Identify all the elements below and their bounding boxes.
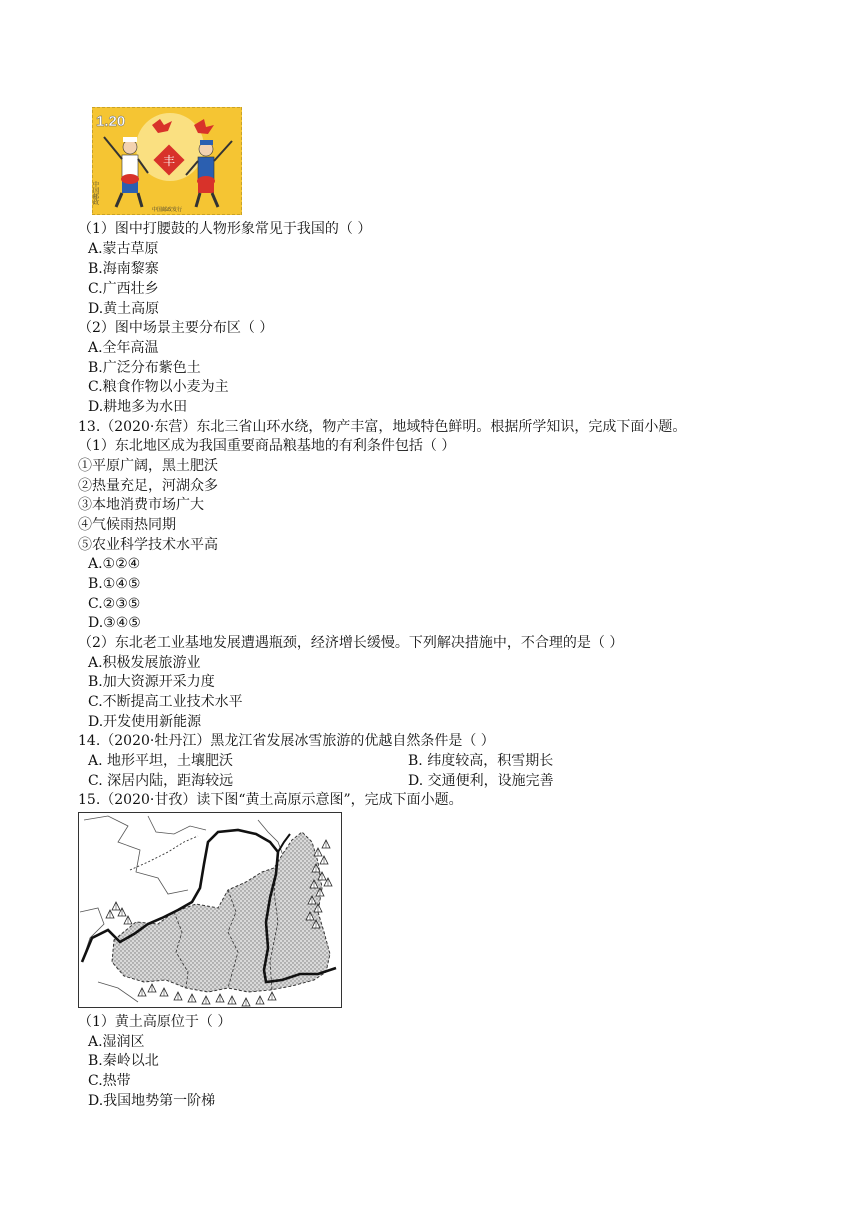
q13-sub1-option-a[interactable]: A.①②④: [88, 556, 141, 572]
q14-stem: 14.（2020·牡丹江）黑龙江省发展冰雪旅游的优越自然条件是（ ）: [78, 733, 495, 749]
q14-option-a[interactable]: A. 地形平坦，土壤肥沃: [88, 753, 234, 769]
q15-sub1-option-d[interactable]: D.我国地势第一阶梯: [88, 1093, 216, 1109]
q13-condition-5: ⑤农业科学技术水平高: [78, 537, 218, 553]
stamp-denomination: 1.20: [96, 113, 126, 130]
q12-sub1-option-d[interactable]: D.黄土高原: [88, 301, 160, 317]
q12-sub2-option-c[interactable]: C.粮食作物以小麦为主: [88, 379, 229, 395]
q12-sub1-option-c[interactable]: C.广西壮乡: [88, 281, 159, 297]
q15-sub1-option-a[interactable]: A.湿润区: [88, 1034, 145, 1050]
q12-sub2-option-a[interactable]: A.全年高温: [88, 340, 159, 356]
q15-sub1-option-c[interactable]: C.热带: [88, 1073, 131, 1089]
q15-stem: 15.（2020·甘孜）读下图“黄土高原示意图”，完成下面小题。: [78, 792, 463, 808]
q13-condition-1: ①平原广阔，黑土肥沃: [78, 458, 218, 474]
stamp-country-text: 中国邮政: [92, 181, 99, 205]
q12-sub2-option-d[interactable]: D.耕地多为水田: [88, 399, 188, 415]
q12-sub2-option-b[interactable]: B.广泛分布紫色土: [88, 360, 201, 376]
svg-text:丰: 丰: [162, 154, 176, 168]
loess-plateau-map: [78, 812, 342, 1008]
stamp-caption-text: 中国邮政发行: [151, 207, 183, 213]
q15-sub1-stem: （1）黄土高原位于（ ）: [78, 1014, 232, 1030]
q13-condition-4: ④气候雨热同期: [78, 517, 176, 533]
q13-sub2-stem: （2）东北老工业基地发展遭遇瓶颈，经济增长缓慢。下列解决措施中，不合理的是（ ）: [78, 635, 624, 651]
q14-option-b[interactable]: B. 纬度较高，积雪期长: [408, 753, 554, 769]
q13-sub2-option-c[interactable]: C.不断提高工业技术水平: [88, 694, 243, 710]
q12-sub2-stem: （2）图中场景主要分布区（ ）: [78, 320, 274, 336]
q13-stem: 13.（2020·东营）东北三省山环水绕，物产丰富，地域特色鲜明。根据所学知识，完成下面小题。: [78, 419, 687, 435]
q15-sub1-option-b[interactable]: B.秦岭以北: [88, 1053, 159, 1069]
q13-sub2-option-d[interactable]: D.开发使用新能源: [88, 714, 202, 730]
q13-condition-3: ③本地消费市场广大: [78, 497, 204, 513]
q13-sub1-option-b[interactable]: B.①④⑤: [88, 576, 141, 592]
q13-sub2-option-a[interactable]: A.积极发展旅游业: [88, 655, 201, 671]
q13-sub1-stem: （1）东北地区成为我国重要商品粮基地的有利条件包括（ ）: [78, 438, 456, 454]
q14-option-c[interactable]: C. 深居内陆，距海较远: [88, 773, 234, 789]
q12-sub1-option-b[interactable]: B.海南黎寨: [88, 261, 159, 277]
q12-sub1-option-a[interactable]: A.蒙古草原: [88, 241, 159, 257]
q13-sub1-option-c[interactable]: C.②③⑤: [88, 596, 141, 612]
q14-option-d[interactable]: D. 交通便利，设施完善: [408, 773, 554, 789]
stamp-image: [92, 107, 242, 215]
q13-condition-2: ②热量充足，河湖众多: [78, 478, 218, 494]
q12-sub1-stem: （1）图中打腰鼓的人物形象常见于我国的（ ）: [78, 221, 372, 237]
q13-sub1-option-d[interactable]: D.③④⑤: [88, 615, 141, 631]
q13-sub2-option-b[interactable]: B.加大资源开采力度: [88, 674, 215, 690]
